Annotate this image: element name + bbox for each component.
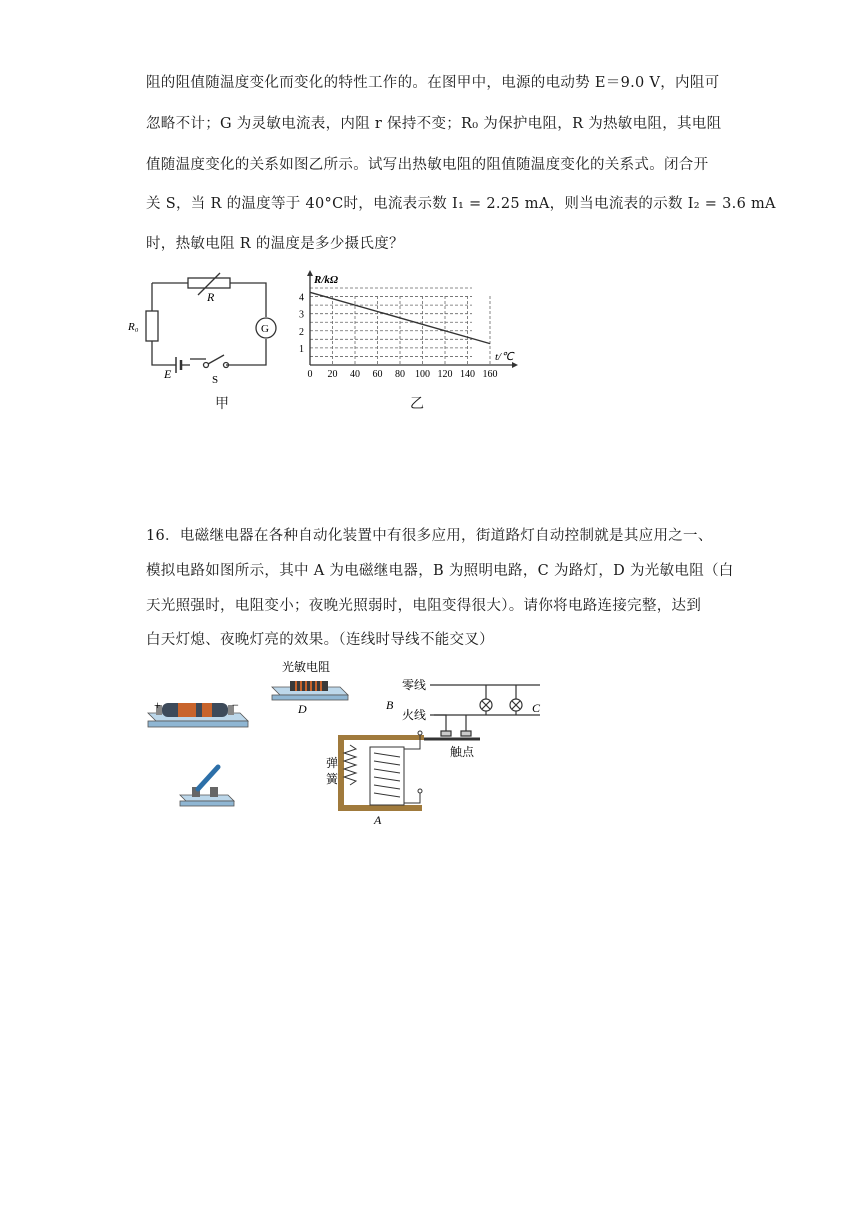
lighting-circuit [424, 685, 540, 739]
text-line: 白天灯熄、夜晚灯亮的效果。（连线时导线不能交叉） [146, 632, 494, 648]
text-line: 16．电磁继电器在各种自动化装置中有很多应用，街道路灯自动控制就是其应用之一、 [146, 528, 713, 544]
text-line: 阻的阻值随温度变化而变化的特性工作的。在图甲中，电源的电动势 E＝9.0 V，内阻可 [146, 75, 720, 91]
spring-label-1: 弹 [326, 756, 339, 770]
spring-label-2: 簧 [326, 772, 339, 786]
text-line: 忽略不计；G 为灵敏电流表，内阻 r 保持不变；R₀ 为保护电阻，R 为热敏电阻，其电阻 [146, 116, 722, 132]
chart-axes [307, 270, 518, 368]
photoresistor-label: 光敏电阻 [282, 660, 331, 674]
x-tick-label: 60 [372, 369, 383, 380]
relay [338, 731, 424, 811]
series-line [310, 292, 490, 343]
label-E: E [164, 367, 172, 381]
label-B: B [386, 698, 394, 712]
text-line: 天光照强时，电阻变小；夜晚光照弱时，电阻变得很大）。请你将电路连接完整，达到 [146, 598, 702, 614]
chart-yi [290, 268, 530, 383]
label-D: D [298, 702, 307, 716]
x-tick-label: 100 [415, 369, 430, 380]
label-S: S [212, 374, 219, 386]
text-line: 模拟电路如图所示，其中 A 为电磁继电器，B 为照明电路，C 为路灯，D 为光敏电阻（白 [146, 563, 734, 579]
live-line-label: 火线 [402, 708, 427, 722]
y-tick-label: 3 [299, 309, 304, 321]
x-tick-label: 20 [327, 369, 338, 380]
y-tick-label: 1 [299, 343, 304, 355]
x-tick-label: 120 [437, 369, 453, 380]
relay-circuit-figure [140, 655, 560, 830]
x-tick-label: 40 [350, 369, 360, 380]
caption-jia: 甲 [215, 396, 229, 412]
label-C: C [532, 701, 541, 715]
battery-minus: − [232, 698, 239, 712]
caption-yi: 乙 [410, 396, 424, 412]
y-tick-label: 2 [299, 326, 304, 338]
x-tick-label: 0 [307, 369, 313, 380]
label-R0: R₀ [128, 321, 139, 333]
text-line: 值随温度变化的关系如图乙所示。试写出热敏电阻的阻值随温度变化的关系式。闭合开 [146, 157, 709, 173]
x-tick-label: 140 [460, 369, 475, 380]
photoresistor [272, 681, 348, 700]
neutral-line-label: 零线 [402, 678, 427, 692]
battery-plus: + [154, 698, 161, 712]
contact-label: 触点 [450, 745, 475, 759]
chart-series [310, 292, 490, 343]
circuit-diagram-jia [128, 275, 290, 390]
y-axis-arrow [307, 270, 313, 276]
label-R: R [207, 290, 215, 304]
y-tick-label: 4 [299, 292, 304, 304]
label-A: A [374, 813, 382, 827]
x-tick-label: 160 [482, 369, 498, 380]
switch-device [180, 767, 234, 806]
chart-y-label: R/kΩ [314, 274, 339, 286]
x-tick-label: 80 [395, 369, 405, 380]
label-G: G [261, 323, 269, 335]
text-line: 时，热敏电阻 R 的温度是多少摄氏度？ [146, 236, 404, 252]
chart-x-label: t/℃ [495, 351, 514, 363]
text-line: 关 S，当 R 的温度等于 40°C时，电流表示数 I₁ = 2.25 mA，则当电流表的示数 I₂ = 3.6 mA [146, 196, 776, 212]
